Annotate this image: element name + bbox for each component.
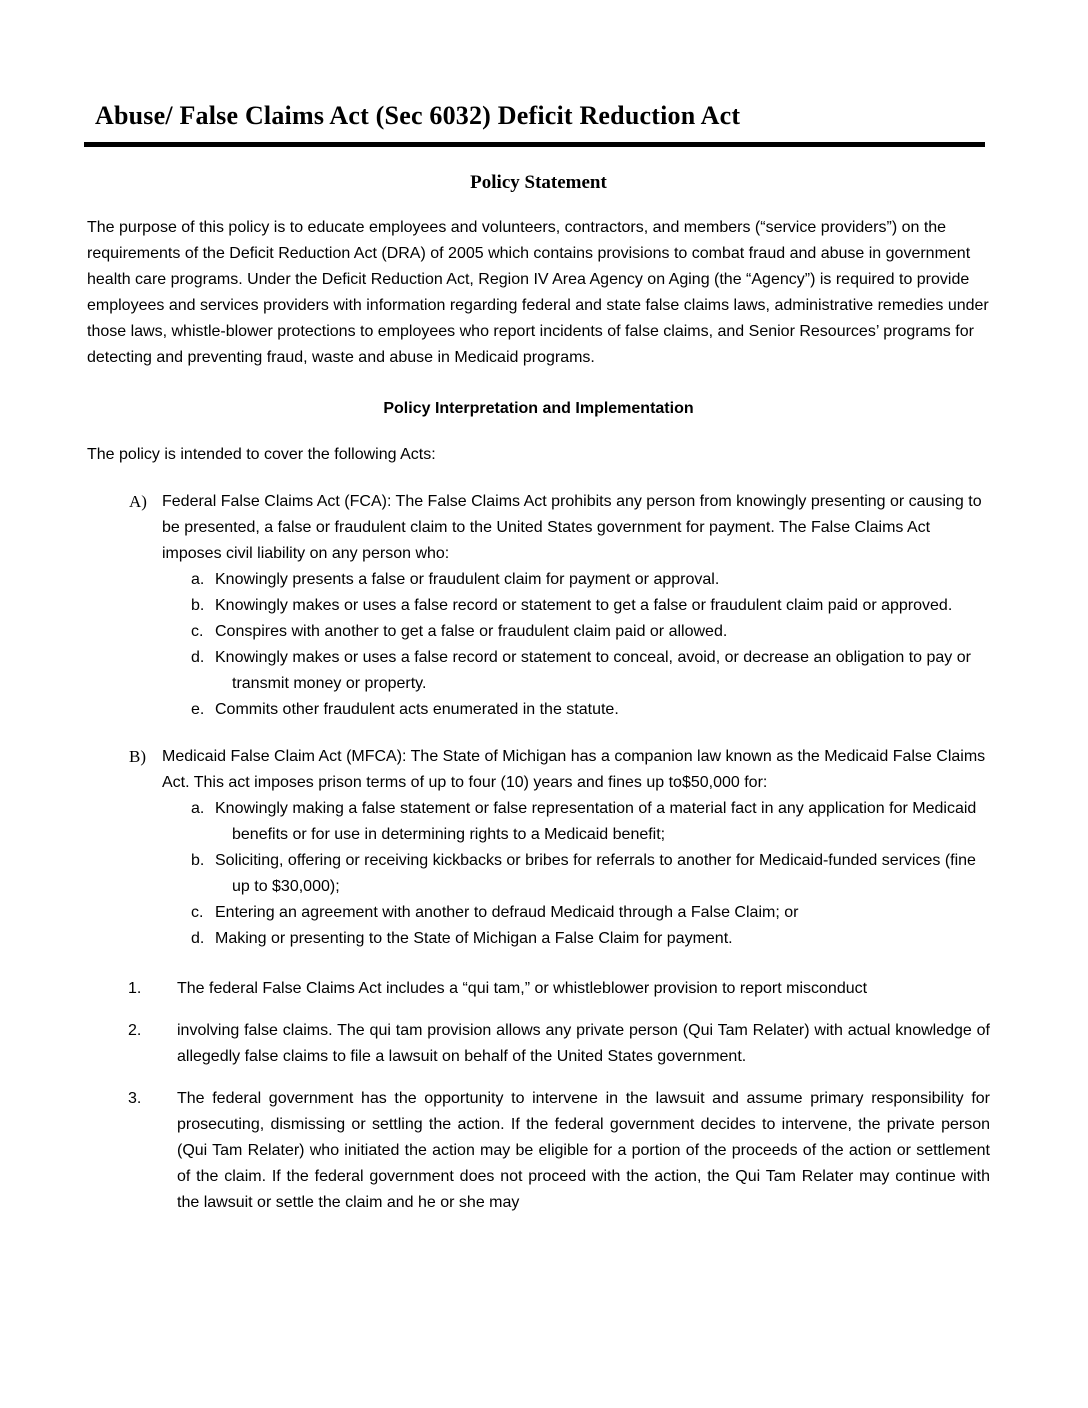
list-item-marker: d.	[191, 930, 205, 947]
numbered-item-marker: 1.	[128, 980, 142, 997]
list-item	[191, 848, 990, 900]
numbered-item	[128, 976, 990, 1002]
purpose-paragraph: The purpose of this policy is to educate employees and volunteers, contractors, and members (“service providers”) on the requirements of the Deficit Reduction Act (DRA) of 2005 which contains provisions to combat fraud and abuse in government health care programs. Under the Deficit Reduction Act, Region IV Area Agency on Aging (the “Agency”) is required to provide employees and services providers with information regarding federal and state false claims laws, administrative remedies under those laws, whistle-blower protections to employees who report incidents of false claims, and Senior Resources’ programs for detecting and preventing fraud, waste and abuse in Medicaid programs.	[87, 219, 989, 366]
list-item-text: Soliciting, offering or receiving kickbacks or bribes for referrals to another for Medicaid-funded services (fine up to $30,000);	[215, 852, 976, 895]
list-item	[191, 796, 990, 848]
list-item	[191, 567, 990, 593]
list-item-marker: b.	[191, 597, 205, 614]
list-item-text: Making or presenting to the State of Michigan a False Claim for payment.	[215, 930, 733, 947]
title-rule	[84, 142, 985, 147]
act-marker: B)	[129, 747, 146, 766]
list-item-text: Knowingly makes or uses a false record or statement to conceal, avoid, or decrease an obligation to pay or transmit money or property.	[215, 649, 971, 692]
list-item-marker: b.	[191, 852, 205, 869]
list-item-marker: c.	[191, 623, 204, 640]
list-item	[191, 697, 990, 723]
list-item	[191, 900, 990, 926]
list-item-text: Entering an agreement with another to defraud Medicaid through a False Claim; or	[215, 904, 799, 921]
numbered-item	[128, 1086, 990, 1216]
list-item-marker: e.	[191, 701, 205, 718]
list-item	[191, 593, 990, 619]
act-item-federal-fca	[129, 489, 990, 723]
numbered-item-marker: 2.	[128, 1022, 142, 1039]
list-item-marker: d.	[191, 649, 205, 666]
act-item-medicaid-mfca	[129, 744, 990, 952]
list-item	[191, 619, 990, 645]
act-text: Federal False Claims Act (FCA): The False Claims Act prohibits any person from knowingly presenting or causing to be presented, a false or fraudulent claim to the United States government for payment. The False Claims Act imposes civil liability on any person who:	[162, 493, 982, 562]
list-item-text: Commits other fraudulent acts enumerated in the statute.	[215, 701, 619, 718]
policy-statement-heading: Policy Statement	[470, 172, 607, 193]
interpretation-heading: Policy Interpretation and Implementation	[383, 400, 694, 417]
list-item-text: Knowingly presents a false or fraudulent claim for payment or approval.	[215, 571, 720, 588]
document-title: Abuse/ False Claims Act (Sec 6032) Deficit Reduction Act	[95, 101, 741, 130]
act-text: Medicaid False Claim Act (MFCA): The State of Michigan has a companion law known as the Medicaid False Claims Act. This act imposes prison terms of up to four (10) years and fines up to$50,000 for:	[162, 748, 986, 791]
numbered-item-text: involving false claims. The qui tam provision allows any private person (Qui Tam Relater) with actual knowledge of allegedly false claims to file a lawsuit on behalf of the United States government.	[177, 1022, 990, 1065]
acts-intro: The policy is intended to cover the following Acts:	[87, 446, 436, 463]
list-item-marker: c.	[191, 904, 204, 921]
list-item-text: Knowingly makes or uses a false record or statement to get a false or fraudulent claim paid or approved.	[215, 597, 953, 614]
list-item	[191, 926, 990, 952]
numbered-item	[128, 1018, 990, 1070]
list-item-marker: a.	[191, 800, 205, 817]
list-item-marker: a.	[191, 571, 205, 588]
act-marker: A)	[129, 492, 147, 511]
numbered-item-text: The federal government has the opportunity to intervene in the lawsuit and assume primary responsibility for prosecuting, dismissing or settling the action. If the federal government decides to intervene, the private person (Qui Tam Relater) who initiated the action may be eligible for a portion of the proceeds of the action or settlement of the claim. If the federal government does not proceed with the action, the Qui Tam Relater may continue with the lawsuit or settle the claim and he or she may	[177, 1090, 990, 1211]
list-item	[191, 645, 990, 697]
act-body	[162, 489, 990, 723]
list-item-text: Conspires with another to get a false or fraudulent claim paid or allowed.	[215, 623, 728, 640]
numbered-item-text: The federal False Claims Act includes a “qui tam,” or whistleblower provision to report misconduct	[177, 980, 868, 997]
numbered-item-marker: 3.	[128, 1090, 142, 1107]
list-item-text: Knowingly making a false statement or false representation of a material fact in any application for Medicaid benefits or for use in determining rights to a Medicaid benefit;	[215, 800, 977, 843]
act-body	[162, 744, 990, 952]
